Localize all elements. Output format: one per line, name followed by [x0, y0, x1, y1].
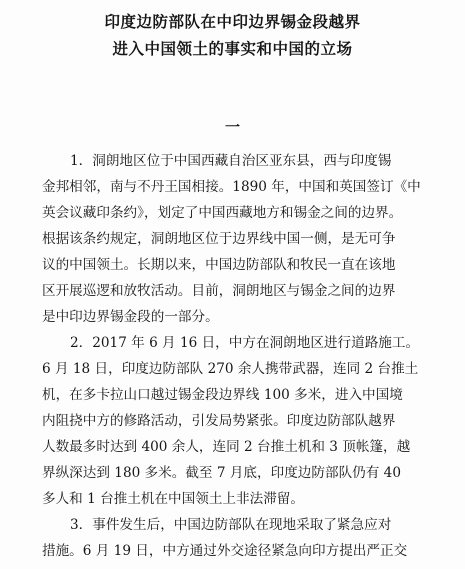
document-title-line-2: 进入中国领土的事实和中国的立场	[112, 40, 353, 58]
paragraph-2-line-3: 机，在多卡拉山口越过锡金段边界线 100 多米，进入中国境	[42, 387, 403, 403]
paragraph-2-line-2: 6 月 18 日，印度边防部队 270 余人携带武器，连同 2 台推土	[42, 361, 419, 377]
paragraph-3-line-2: 措施。6 月 19 日，中方通过外交途径紧急向印方提出严正交	[42, 543, 408, 559]
paragraph-1-line-5: 议的中国领土。长期以来，中国边防部队和牧民一直在该地	[42, 257, 396, 273]
paragraph-2-line-6: 界纵深达到 180 多米。截至 7 月底，印度边防部队仍有 40	[42, 465, 401, 481]
paragraph-2-line-5: 人数最多时达到 400 余人，连同 2 台推土机和 3 顶帐篷，越	[42, 439, 411, 455]
paragraph-1-line-4: 根据该条约规定，洞朗地区位于边界线中国一侧，是无可争	[42, 231, 396, 247]
paragraph-1-line-3: 英会议藏印条约》，划定了中国西藏地方和锡金之间的边界。	[42, 205, 403, 221]
paragraph-2-line-1: 2．2017 年 6 月 16 日，中方在洞朗地区进行道路施工。	[70, 335, 420, 351]
paragraph-1-line-2: 金邦相邻，南与不丹王国相接。1890 年，中国和英国签订《中	[42, 179, 421, 195]
paragraph-1-line-6: 区开展巡逻和放牧活动。目前，洞朗地区与锡金之间的边界	[42, 283, 396, 299]
paragraph-2-line-4: 内阻挠中方的修路活动，引发局势紧张。印度边防部队越界	[42, 413, 396, 429]
document-title-line-1: 印度边防部队在中印边界锡金段越界	[104, 13, 361, 31]
paragraph-3-line-1: 3．事件发生后，中国边防部队在现地采取了紧急应对	[70, 517, 392, 533]
paragraph-2-line-7: 多人和 1 台推土机在中国领土上非法滞留。	[42, 491, 304, 507]
section-number: 一	[224, 118, 240, 136]
paragraph-1-line-1: 1．洞朗地区位于中国西藏自治区亚东县，西与印度锡	[70, 153, 392, 169]
paragraph-1-line-7: 是中印边界锡金段的一部分。	[42, 309, 219, 325]
